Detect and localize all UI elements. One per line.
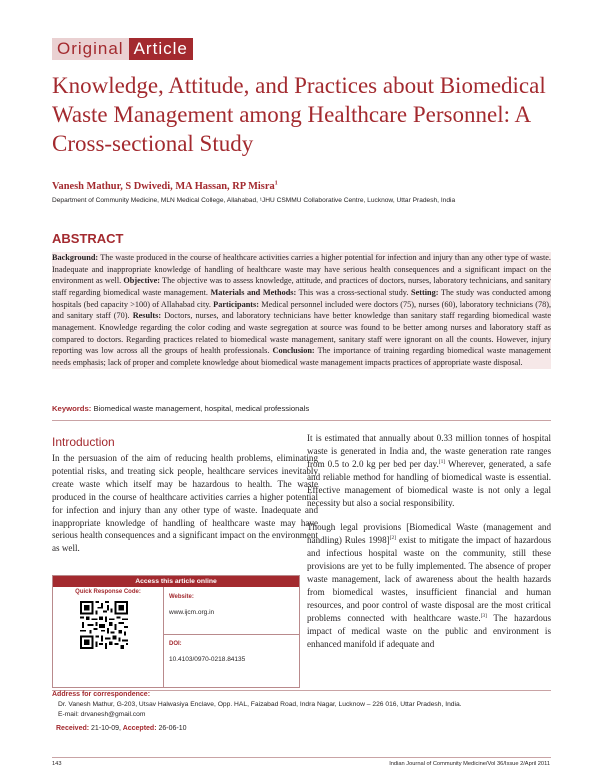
abstract-body (52, 252, 551, 369)
qr-code-label: Quick Response Code: (75, 589, 141, 595)
abstract-conclusion-label: Conclusion: (272, 346, 315, 356)
intro-paragraph-2 (307, 432, 551, 509)
abstract-heading: ABSTRACT (52, 231, 124, 246)
abstract-conclusion-text: The importance of training regarding biomedical waste management needs emphasis; lack of proper and complete knowledge about biomedical waste management impacts practices of appropriate waste disposal. (52, 346, 551, 367)
doi-link[interactable]: 10.4103/0970-0218.84135 (169, 656, 246, 663)
abstract-objective-label: Objective: (123, 276, 161, 286)
article-dates (56, 725, 187, 732)
received-label: Received: (56, 725, 90, 732)
footer-divider (52, 757, 551, 758)
badge-word-article: Article (129, 38, 193, 60)
article-type-badge (52, 38, 193, 60)
keywords-label: Keywords: (52, 404, 92, 413)
abstract-results-label: Results: (132, 311, 162, 321)
citation-1: [1] (438, 458, 446, 465)
intro-p2-text-a: It is estimated that annually about 0.33 million tonnes of hospital waste is generated in India and, the waste generation rate ranges from 0.5 to 2.0 kg per bed per day. (307, 433, 551, 469)
article-title: Knowledge, Attitude, and Practices about Biomedical Waste Management among Healthcare Personnel: A Cross-sectional Study (52, 73, 546, 156)
received-date: 21-10-09, (91, 725, 121, 732)
website-label: Website: (169, 594, 194, 600)
keywords (52, 404, 309, 413)
abstract-methods-text: This was a cross-sectional study. (296, 287, 412, 297)
access-box-horizontal-divider (163, 634, 299, 635)
abstract-participants-text: Medical personnel included were doctors (75), nurses (60), laboratory technicians (78), and sanitary staff (70). (52, 299, 552, 321)
abstract-participants-label: Participants: (213, 299, 259, 309)
access-box-header: Access this article online (53, 576, 299, 587)
correspondence-email[interactable]: E-mail: drvanesh@gmail.com (58, 711, 146, 718)
correspondence-heading: Address for correspondence: (52, 691, 151, 698)
citation-2: [2] (389, 535, 397, 542)
intro-p2-text-b: Wherever, generated, a safe and reliable method for handling of biomedical waste is essential. Effective management of biomedical waste is not only a legal necessity but also a social responsibility. (307, 458, 551, 508)
citation-3: [3] (480, 612, 487, 619)
keywords-text: Biomedical waste management, hospital, medical professionals (91, 404, 310, 413)
qr-code-icon[interactable] (80, 601, 128, 649)
introduction-heading: Introduction (52, 435, 115, 449)
authors-superscript: 1 (274, 179, 278, 187)
access-online-box (52, 575, 300, 688)
abstract-background-label: Background: (52, 253, 99, 262)
abstract-background-text: The waste produced in the course of healthcare activities carries a higher potential for infection and injury than any other type of waste. Inadequate and inappropriate knowledge of handling of healthcare waste may have serious health consequences and a significant impact on the environment as well. (52, 253, 551, 286)
website-link[interactable]: www.ijcm.org.in (169, 609, 215, 616)
authors-text: Vanesh Mathur, S Dwivedi, MA Hassan, RP Misra (52, 181, 275, 192)
intro-p3-text-b: exist to mitigate the impact of hazardous and infectious hospital waste on the community, still these provisions are yet to be fully implemented. The absence of proper waste management, lack of awareness about the health hazards from biomedical wastes, insufficient financial and human resources, and poor control of waste disposal are the most critical problems connected with healthcare waste. (307, 535, 551, 623)
badge-word-original: Original (52, 38, 129, 60)
intro-p3-text-a: Though legal provisions [Biomedical Waste (management and handling) Rules 1998] (307, 522, 551, 546)
right-column-text (307, 432, 551, 651)
author-list (52, 181, 552, 192)
abstract-setting-text: The study was conducted among hospitals (bed capacity >100) of Allahabad city. (52, 287, 551, 309)
access-box-vertical-divider (163, 587, 164, 687)
intro-p3-text-c: The hazardous impact of medical waste on the public and environment is enhanced manifold if adequate and (307, 612, 551, 649)
left-column-text (52, 452, 318, 555)
doi-label: DOI: (169, 641, 182, 647)
page-number: 143 (52, 761, 62, 767)
affiliation: Department of Community Medicine, MLN Medical College, Allahabad, ¹JHU CSMMU Collaborative Centre, Lucknow, Uttar Pradesh, India (52, 197, 456, 204)
abstract-objective-text: The objective was to assess knowledge, attitude, and practices of doctors, nurses, laboratory technicians, and sanitary staff regarding biomedical waste management. (52, 276, 551, 297)
intro-paragraph-1: In the persuasion of the aim of reducing health problems, eliminating potential risks, and treating sick people, healthcare services inevitably create waste which itself may be hazardous to health. The waste produced in the course of healthcare activities carries a higher potential for infection and injury than any other type of waste. Inadequate and inappropriate knowledge of handling of healthcare waste may have serious health consequences and a significant impact on the environment as well. (52, 453, 318, 554)
intro-paragraph-3 (307, 521, 551, 650)
accepted-date: 26-06-10 (158, 725, 187, 732)
journal-citation: Indian Journal of Community Medicine/Vol 36/Issue 2/April 2011 (389, 761, 550, 767)
keywords-divider (52, 420, 551, 421)
abstract-methods-label: Materials and Methods: (210, 287, 297, 297)
abstract-setting-label: Setting: (411, 287, 439, 297)
abstract-results-text: Doctors, nurses, and laboratory technicians have better knowledge than sanitary staff regarding biomedical waste management. Knowledge regarding the color coding and waste segregation at source was found to be better among nurses and laboratory staff as compared to doctors. Regarding practices related to biomedical waste management, sanitary staff were ignorant on all the counts. However, injury reporting was low across all the groups of health professionals. (52, 311, 551, 356)
correspondence-address: Dr. Vanesh Mathur, G-203, Utsav Halwasiya Enclave, Opp. HAL, Faizabad Road, Indra Nagar, Lucknow – 226 016, Uttar Pradesh, India. (58, 701, 462, 708)
correspondence-body (58, 700, 548, 720)
accepted-label: Accepted: (122, 725, 157, 732)
